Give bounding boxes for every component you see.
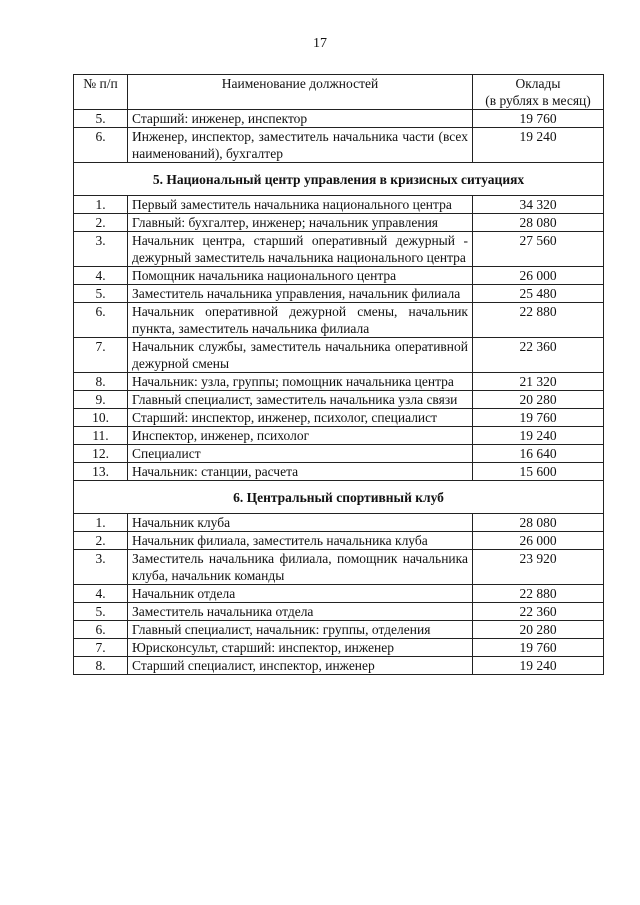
- position-name: Инженер, инспектор, заместитель начальника части (всех наименований), бухгалтер: [128, 128, 473, 163]
- salary-value: 22 880: [473, 303, 604, 338]
- salary-value: 19 760: [473, 409, 604, 427]
- salary-value: 26 000: [473, 532, 604, 550]
- row-number: 3.: [74, 550, 128, 585]
- salary-value: 19 240: [473, 427, 604, 445]
- position-name: Первый заместитель начальника национального центра: [128, 196, 473, 214]
- salary-value: 28 080: [473, 514, 604, 532]
- row-number: 5.: [74, 285, 128, 303]
- position-name: Начальник службы, заместитель начальника оперативной дежурной смены: [128, 338, 473, 373]
- row-number: 1.: [74, 196, 128, 214]
- position-name: Заместитель начальника филиала, помощник начальника клуба, начальник команды: [128, 550, 473, 585]
- header-number: № п/п: [74, 75, 128, 110]
- position-name: Начальник центра, старший оперативный дежурный - дежурный заместитель начальника национального центра: [128, 232, 473, 267]
- table-row: [74, 463, 604, 481]
- row-number: 5.: [74, 110, 128, 128]
- position-name: Главный: бухгалтер, инженер; начальник управления: [128, 214, 473, 232]
- position-name: Начальник: станции, расчета: [128, 463, 473, 481]
- section-header-row: [74, 163, 604, 196]
- position-name: Главный специалист, начальник: группы, отделения: [128, 621, 473, 639]
- table-row: [74, 214, 604, 232]
- table-row: [74, 409, 604, 427]
- salary-value: 21 320: [473, 373, 604, 391]
- table-row: [74, 110, 604, 128]
- salary-value: 19 760: [473, 110, 604, 128]
- table-row: [74, 391, 604, 409]
- table-row: [74, 285, 604, 303]
- position-name: Начальник оперативной дежурной смены, начальник пункта, заместитель начальника филиала: [128, 303, 473, 338]
- header-position-name: Наименование должностей: [128, 75, 473, 110]
- row-number: 4.: [74, 585, 128, 603]
- position-name: Начальник филиала, заместитель начальника клуба: [128, 532, 473, 550]
- salary-value: 34 320: [473, 196, 604, 214]
- row-number: 2.: [74, 214, 128, 232]
- row-number: 7.: [74, 639, 128, 657]
- salary-table: [73, 74, 604, 675]
- table-row: [74, 338, 604, 373]
- header-salary: [473, 75, 604, 110]
- table-row: [74, 427, 604, 445]
- table-row: [74, 657, 604, 675]
- row-number: 7.: [74, 338, 128, 373]
- position-name: Старший: инспектор, инженер, психолог, специалист: [128, 409, 473, 427]
- position-name: Начальник клуба: [128, 514, 473, 532]
- salary-value: 19 760: [473, 639, 604, 657]
- salary-value: 19 240: [473, 657, 604, 675]
- salary-value: 20 280: [473, 621, 604, 639]
- position-name: Заместитель начальника отдела: [128, 603, 473, 621]
- salary-value: 19 240: [473, 128, 604, 163]
- header-salary-line2: (в рублях в месяц): [485, 93, 591, 108]
- table-row: [74, 621, 604, 639]
- table-header-row: [74, 75, 604, 110]
- section-header-row: [74, 481, 604, 514]
- table-body: [74, 110, 604, 675]
- row-number: 9.: [74, 391, 128, 409]
- row-number: 4.: [74, 267, 128, 285]
- salary-value: 22 360: [473, 338, 604, 373]
- table-row: [74, 532, 604, 550]
- salary-value: 16 640: [473, 445, 604, 463]
- table-row: [74, 514, 604, 532]
- salary-value: 23 920: [473, 550, 604, 585]
- salary-value: 27 560: [473, 232, 604, 267]
- row-number: 13.: [74, 463, 128, 481]
- position-name: Инспектор, инженер, психолог: [128, 427, 473, 445]
- salary-value: 22 880: [473, 585, 604, 603]
- row-number: 12.: [74, 445, 128, 463]
- row-number: 10.: [74, 409, 128, 427]
- section-title: 5. Национальный центр управления в кризисных ситуациях: [74, 163, 604, 196]
- table-row: [74, 603, 604, 621]
- position-name: Главный специалист, заместитель начальника узла связи: [128, 391, 473, 409]
- row-number: 6.: [74, 621, 128, 639]
- table-row: [74, 232, 604, 267]
- row-number: 8.: [74, 657, 128, 675]
- table-row: [74, 445, 604, 463]
- row-number: 6.: [74, 128, 128, 163]
- position-name: Юрисконсульт, старший: инспектор, инженер: [128, 639, 473, 657]
- row-number: 1.: [74, 514, 128, 532]
- position-name: Старший специалист, инспектор, инженер: [128, 657, 473, 675]
- table-row: [74, 373, 604, 391]
- row-number: 11.: [74, 427, 128, 445]
- salary-value: 25 480: [473, 285, 604, 303]
- section-title: 6. Центральный спортивный клуб: [74, 481, 604, 514]
- row-number: 5.: [74, 603, 128, 621]
- salary-value: 28 080: [473, 214, 604, 232]
- position-name: Специалист: [128, 445, 473, 463]
- position-name: Старший: инженер, инспектор: [128, 110, 473, 128]
- salary-value: 20 280: [473, 391, 604, 409]
- table-row: [74, 303, 604, 338]
- row-number: 2.: [74, 532, 128, 550]
- table-row: [74, 196, 604, 214]
- table-row: [74, 639, 604, 657]
- table-row: [74, 550, 604, 585]
- salary-value: 26 000: [473, 267, 604, 285]
- salary-value: 15 600: [473, 463, 604, 481]
- position-name: Начальник отдела: [128, 585, 473, 603]
- row-number: 6.: [74, 303, 128, 338]
- position-name: Помощник начальника национального центра: [128, 267, 473, 285]
- header-salary-line1: Оклады: [515, 76, 561, 91]
- row-number: 3.: [74, 232, 128, 267]
- table-row: [74, 128, 604, 163]
- table-row: [74, 267, 604, 285]
- table-row: [74, 585, 604, 603]
- page-number: 17: [313, 36, 327, 51]
- position-name: Заместитель начальника управления, начальник филиала: [128, 285, 473, 303]
- row-number: 8.: [74, 373, 128, 391]
- salary-value: 22 360: [473, 603, 604, 621]
- position-name: Начальник: узла, группы; помощник начальника центра: [128, 373, 473, 391]
